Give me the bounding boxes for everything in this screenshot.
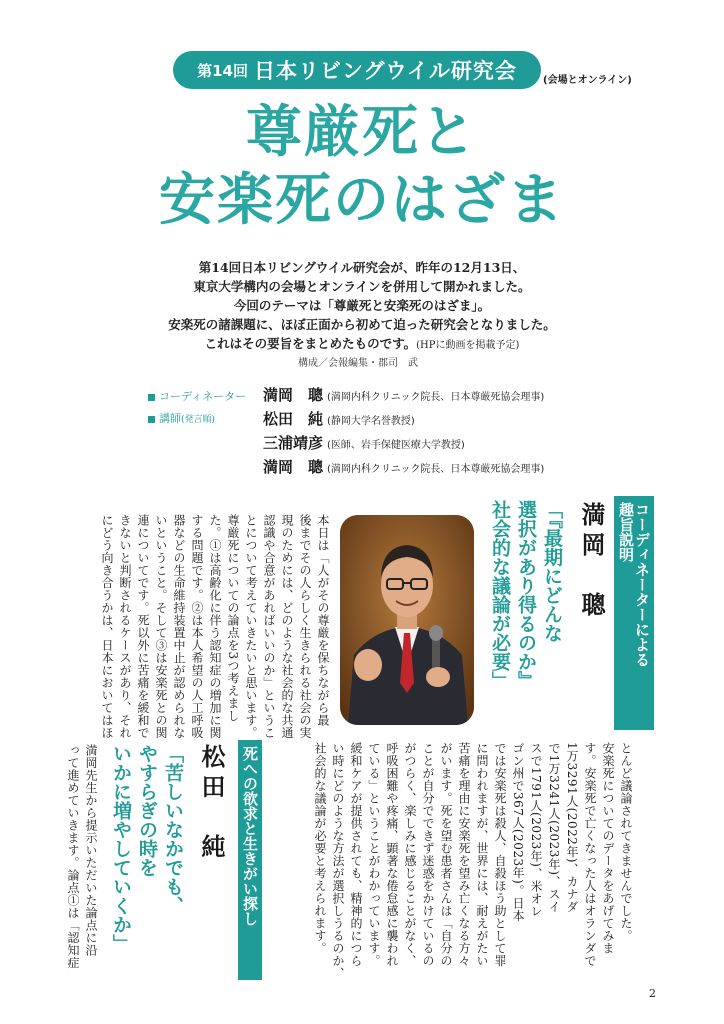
lead-line: 東京大学構内の会場とオンラインを併用して開かれました。 <box>193 279 531 294</box>
speaker-name: 満岡 聰 <box>577 502 606 622</box>
heading-line: やすらぎの時を <box>136 744 158 877</box>
body-line: た。①は高齢化に伴う認知症の増加に関 <box>208 514 222 739</box>
body-line: では安楽死は殺人、自殺ほう助として罪 <box>493 742 507 967</box>
body-line: 本日は「人がその尊厳を保ちながら最 <box>316 514 330 727</box>
body-line: に問われますが、世界には、耐えがたい <box>475 742 489 967</box>
banner-title: 日本リビングウイル研究会 <box>253 59 517 83</box>
body-line: ゴン州で367人(2023年)。日本 <box>511 742 525 922</box>
participant-row <box>263 456 544 477</box>
body-line: きないと判断されるケースがあり、それ <box>118 514 132 739</box>
lecturer-role-note: (発言順) <box>181 415 216 425</box>
participant-affiliation: (満岡内科クリニック院長、日本尊厳死協会理事) <box>327 392 545 403</box>
body-line: 社会的な議論が必要と考えられます。 <box>313 742 327 955</box>
lead-line <box>100 334 624 355</box>
section-tag-line: 趣旨説明 <box>617 502 635 562</box>
body-line: い時にどのような方法が選択しうるのか、 <box>331 742 345 980</box>
heading-line: 選択があり得るのか』 <box>515 500 537 690</box>
section-heading <box>487 500 565 730</box>
coordinator-role <box>148 388 246 404</box>
body-line: 満岡先生から提示いただいた論点に沿 <box>84 744 98 957</box>
lead-paragraph <box>100 258 624 355</box>
body-line: 現のためには、どのような社会的な共通 <box>280 514 294 739</box>
section-heading <box>108 744 186 974</box>
credit-line: 構成／会報編集・郡司 武 <box>298 358 418 369</box>
lead-line: 安楽死の諸課題に、ほぼ正面から初めて迫った研究会となりました。 <box>168 317 556 332</box>
body-line: がいます。死を望む患者さんは「自分の <box>439 742 453 967</box>
speaker-name: 松田 純 <box>197 744 226 864</box>
body-line: がつらく、楽しみに感じることがなく、 <box>403 742 417 967</box>
body-line: で1万3241人(2023年)、スイ <box>547 742 561 914</box>
section2-body <box>60 744 100 984</box>
lead-line-text: これはその要旨をまとめたものです。 <box>204 336 417 351</box>
heading-line: 「苦しいなかでも、 <box>162 744 184 915</box>
lead-line: 第14回日本リビングウイル研究会が、昨年の12月13日、 <box>198 260 526 275</box>
body-line: 器などの生命維持装置中止が認められな <box>172 514 186 739</box>
participant-row <box>263 432 465 453</box>
participant-affiliation: (満岡内科クリニック院長、日本尊厳死協会理事) <box>327 464 545 475</box>
coordinator-role-label: コーディネーター <box>159 390 247 403</box>
body-line: って進めていきます。論点①は「認知症 <box>66 744 80 969</box>
heading-line: 社会的な議論が必要」 <box>489 500 511 690</box>
body-line: 尊厳死についての論点を3つ考えまし <box>226 514 240 723</box>
body-line: スで1791人(2023年)、米オレ <box>529 742 543 918</box>
body-line: 連についてです。死以外に苦痛を緩和で <box>136 514 150 739</box>
body-line: とんど議論されてきませんでした。 <box>619 742 633 942</box>
lecturer-role <box>148 410 215 426</box>
body-line: にどう向き合うかは、日本においてはほ <box>100 514 114 739</box>
participant-affiliation: (静岡大学名誉教授) <box>327 416 415 427</box>
body-line: 緩和ケアが提供されても、精神的につら <box>349 742 363 967</box>
portrait-illustration <box>340 515 474 725</box>
lead-line: 今回のテーマは「尊厳死と安楽死のはざま」。 <box>233 298 491 313</box>
participant-affiliation: (医師、岩手保健医療大学教授) <box>327 440 465 451</box>
body-line: ことが自分でできず迷惑をかけているの <box>421 742 435 967</box>
lead-note: (HPに動画を掲載予定) <box>416 340 520 351</box>
participant-name: 満岡 聰 <box>263 458 324 476</box>
body-line: す。安楽死で亡くなった人はオランダで <box>583 742 597 967</box>
main-title-line2: 安楽死のはざま <box>159 167 565 233</box>
square-bullet-icon <box>148 416 155 423</box>
speaker-photo <box>340 515 474 725</box>
banner-number: 第14回 <box>197 61 248 80</box>
body-line: 安楽死についてのデータをあげてみま <box>601 742 615 955</box>
event-banner <box>173 51 541 89</box>
participant-name: 三浦靖彦 <box>263 434 324 452</box>
participant-row <box>263 384 544 405</box>
body-line: する問題です。②は本人希望の人工呼吸 <box>190 514 204 739</box>
square-bullet-icon <box>148 394 155 401</box>
body-line: ている」ということがわかっています。 <box>367 742 381 967</box>
body-line: 呼吸困難や疼痛、顕著な倦怠感に襲われ <box>385 742 399 967</box>
heading-line: いかに増やしていくか」 <box>110 744 132 953</box>
participant-name: 満岡 聰 <box>263 386 324 404</box>
banner-subtitle: (会場とオンライン) <box>543 75 632 86</box>
body-line: 後までその人らしく生きられる社会の実 <box>298 514 312 739</box>
section-tag-line: コーディネーターによる <box>633 502 651 667</box>
section1-body-upper <box>62 514 332 756</box>
section1-body-lower <box>300 742 635 982</box>
main-title-line1: 尊厳死と <box>246 99 478 165</box>
section-tag-coordinator <box>614 496 654 730</box>
body-line: 認識や合意があればいいのか」というこ <box>262 514 276 739</box>
body-line: とについて考えていきたいと思います。 <box>244 514 258 739</box>
body-line: いということ。そして③は安楽死との関 <box>154 514 168 739</box>
lecturer-role-label: 講師 <box>159 412 181 425</box>
body-line: 1万3291人(2022年)、カナダ <box>565 742 579 914</box>
heading-line: 「『最期にどんな <box>541 500 563 643</box>
page-number: 2 <box>649 987 656 1000</box>
participant-row <box>263 408 415 429</box>
participant-name: 松田 純 <box>263 410 324 428</box>
section-tag-matsuda: 死への欲求と生きがい探し <box>238 740 262 980</box>
body-line: 苦痛を理由に安楽死を望み亡くなる方々 <box>457 742 471 967</box>
